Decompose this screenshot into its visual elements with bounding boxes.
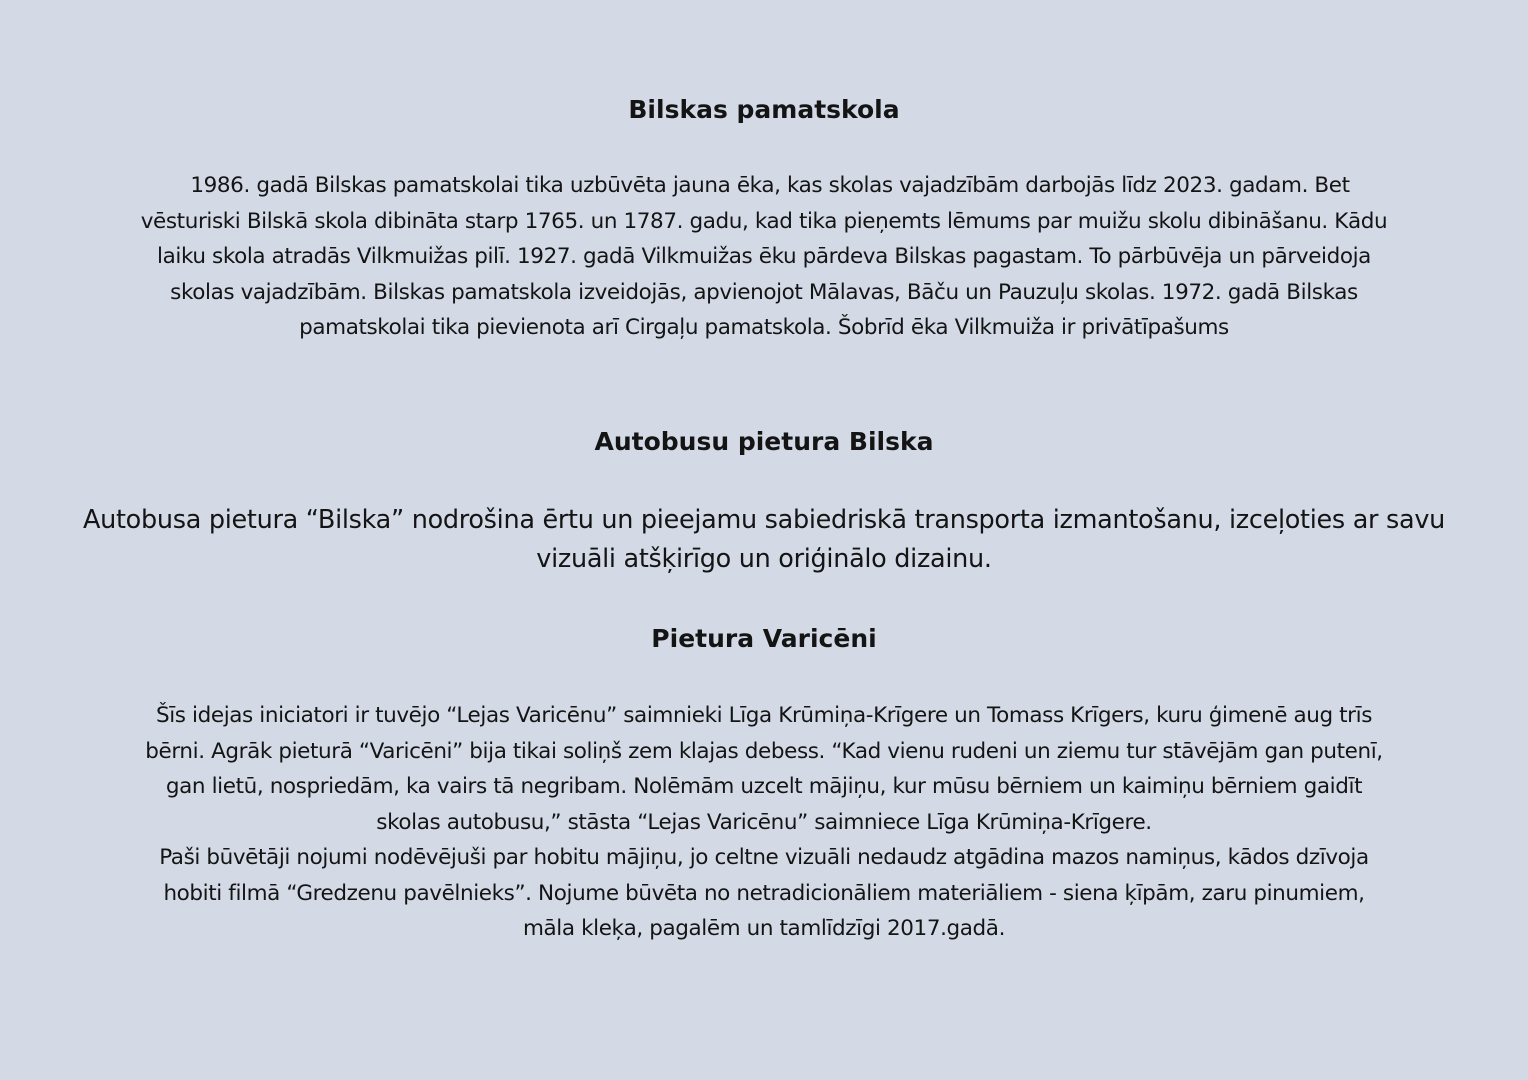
- text-line: vizuāli atšķirīgo un oriģinālo dizainu.: [536, 544, 992, 574]
- text-line: Autobusa pietura “Bilska” nodrošina ērtu un pieejamu sabiedriskā transporta izmantošanu, izceļoties ar savu: [82, 505, 1446, 535]
- text-line: vēsturiski Bilskā skola dibināta starp 1765. un 1787. gadu, kad tika pieņemts lēmums par muižu skolu dibināšanu. Kādu: [140, 208, 1388, 234]
- text-line: pamatskolai tika pievienota arī Cirgaļu pamatskola. Šobrīd ēka Vilkmuiža ir privātīpašums: [299, 315, 1229, 340]
- text-line: Paši būvētāji nojumi nodēvējuši par hobitu mājiņu, jo celtne vizuāli nedaudz atgādina mazos namiņus, kādos dzīvoja: [159, 845, 1369, 870]
- section-heading-pietura-varliceni: Pietura Varicēni: [651, 624, 877, 653]
- text-line: māla kleķa, pagalēm un tamlīdzīgi 2017.gadā.: [522, 916, 1006, 941]
- text-line: gan lietū, nospriedām, ka vairs tā negribam. Nolēmām uzcelt mājiņu, kur mūsu bērniem un kaimiņu bērniem gaidīt: [165, 774, 1363, 799]
- section-text-autobusu-pietura-bilska: [30, 501, 1498, 579]
- text-line: Šīs idejas iniciatori ir tuvējo “Lejas Varicēnu” saimnieki Līga Krūmiņa-Krīgere un Tomass Krīgers, kuru ģimenē aug trīs: [155, 703, 1372, 728]
- section-heading-autobusu-pietura-bilska: Autobusu pietura Bilska: [594, 427, 934, 456]
- text-line: hobiti filmā “Gredzenu pavēlnieks”. Nojume būvēta no netradicionāliem materiāliem - siena ķīpām, zaru pinumiem,: [163, 880, 1365, 906]
- text-line: laiku skola atradās Vilkmuižas pilī. 1927. gadā Vilkmuižas ēku pārdeva Bilskas pagastam. To pārbūvēja un pārveidoja: [157, 244, 1371, 269]
- section-heading-bilskas-pamatskola: Bilskas pamatskola: [628, 95, 900, 124]
- section-text-bilskas-pamatskola: [40, 168, 1488, 346]
- text-line: bērni. Agrāk pieturā “Varicēni” bija tikai soliņš zem klajas debess. “Kad vienu rudeni un ziemu tur stāvējām gan putenī,: [145, 738, 1383, 764]
- text-line: skolas vajadzībām. Bilskas pamatskola izveidojās, apvienojot Mālavas, Bāču un Pauzuļu skolas. 1972. gadā Bilskas: [170, 279, 1358, 305]
- text-line: 1986. gadā Bilskas pamatskolai tika uzbūvēta jauna ēka, kas skolas vajadzībām darbojās līdz 2023. gadam. Bet: [190, 173, 1350, 198]
- text-line: skolas autobusu,” stāsta “Lejas Varicēnu” saimniece Līga Krūmiņa-Krīgere.: [376, 809, 1152, 835]
- section-text-pietura-varliceni: [40, 698, 1488, 947]
